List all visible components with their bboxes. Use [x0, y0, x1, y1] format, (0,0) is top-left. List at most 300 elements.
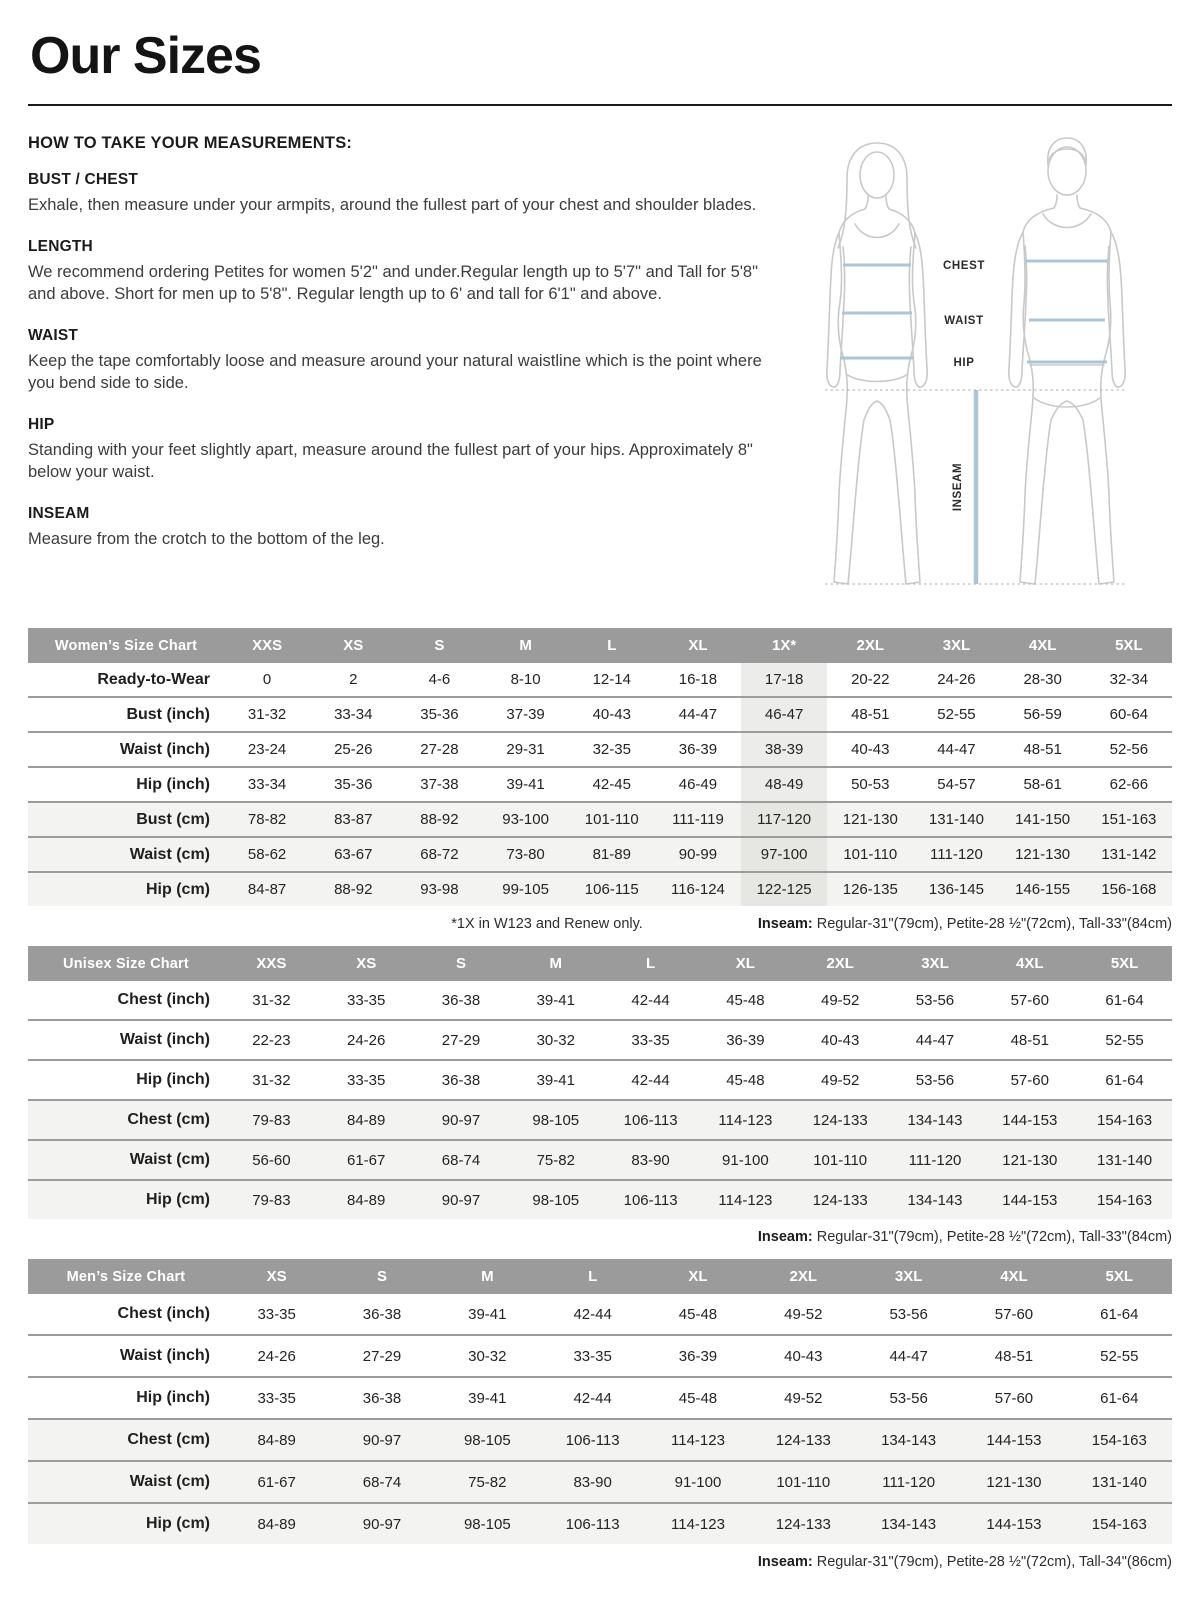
size-cell: 33-35	[257, 1305, 296, 1323]
size-cell: 52-55	[1105, 1031, 1144, 1049]
size-cell: 84-89	[347, 1111, 386, 1129]
size-cell: 79-83	[252, 1191, 291, 1209]
size-cell: 17-18	[741, 663, 827, 697]
guide-section-title: BUST / CHEST	[28, 171, 139, 188]
size-cell: 106-113	[623, 1191, 678, 1209]
table-row	[28, 1020, 1172, 1060]
size-cell: 90-97	[362, 1431, 402, 1449]
size-cell: 121-130	[1015, 846, 1071, 863]
size-cell: 131-140	[928, 811, 984, 828]
size-cell: 12-14	[592, 671, 631, 688]
size-cell: 39-41	[536, 991, 575, 1009]
guide-section-body: Standing with your feet slightly apart, measure around the fullest part of your hips. Approximately 8" below your waist.	[28, 440, 753, 481]
size-cell: 44-47	[678, 706, 718, 723]
unisex-size-chart-block	[28, 946, 1172, 1245]
size-column-header: L	[603, 946, 698, 981]
size-cell: 146-155	[1015, 881, 1071, 898]
size-cell: 68-74	[441, 1151, 481, 1169]
size-cell: 33-34	[247, 776, 287, 793]
guide-section-body: Measure from the crotch to the bottom of the leg.	[28, 529, 385, 548]
table-row	[28, 697, 1172, 732]
size-cell: 49-52	[784, 1305, 823, 1323]
size-cell: 57-60	[1010, 991, 1049, 1009]
size-cell: 75-82	[468, 1473, 507, 1491]
size-cell: 42-44	[573, 1389, 612, 1407]
size-cell: 144-153	[1002, 1191, 1058, 1209]
male-figure	[1009, 138, 1125, 584]
size-cell: 40-43	[820, 1031, 860, 1049]
size-cell: 27-28	[420, 741, 459, 758]
table-row	[28, 1180, 1172, 1219]
size-cell: 22-23	[252, 1031, 291, 1049]
size-cell: 136-145	[928, 881, 984, 898]
table-row	[28, 802, 1172, 837]
size-cell: 16-18	[678, 671, 718, 688]
size-cell: 61-64	[1105, 991, 1144, 1009]
table-row	[28, 1100, 1172, 1140]
row-label: Chest (inch)	[117, 991, 210, 1008]
size-cell: 57-60	[1010, 1071, 1049, 1089]
size-cell: 24-26	[257, 1347, 296, 1365]
size-cell: 33-35	[573, 1347, 612, 1365]
size-cell: 134-143	[881, 1515, 937, 1533]
size-cell: 101-110	[584, 811, 639, 828]
size-cell: 36-38	[362, 1389, 402, 1407]
row-label: Hip (cm)	[146, 880, 210, 898]
size-column-header: 2XL	[793, 946, 888, 981]
size-column-header: XS	[224, 1259, 329, 1294]
size-cell: 32-34	[1109, 671, 1149, 688]
inseam-footnote-label: Inseam:	[757, 916, 813, 932]
size-cell: 44-47	[937, 741, 976, 758]
size-cell: 131-140	[1097, 1151, 1153, 1169]
row-label: Waist (inch)	[119, 740, 210, 758]
title-divider	[28, 104, 1172, 106]
size-cell: 93-98	[420, 881, 459, 898]
size-cell: 83-87	[334, 811, 373, 828]
size-cell: 4-6	[428, 671, 451, 688]
size-cell: 48-51	[1023, 741, 1062, 758]
size-cell: 45-48	[678, 1305, 718, 1323]
size-cell: 111-120	[882, 1473, 936, 1491]
size-cell: 154-163	[1091, 1515, 1147, 1533]
size-cell: 46-49	[678, 776, 718, 793]
size-cell: 73-80	[506, 846, 545, 863]
guide-section-body: We recommend ordering Petites for women 5'2" and under.Regular length up to 5'7" and Tall for 5'8" and above. Short for men up to 5'8". Regular length up to 6' and tall for 6'1" and above.	[28, 262, 758, 303]
size-cell: 126-135	[842, 881, 898, 898]
row-label: Hip (inch)	[136, 775, 210, 793]
size-cell: 30-32	[536, 1031, 575, 1049]
size-cell: 27-29	[441, 1031, 481, 1049]
size-cell: 57-60	[994, 1305, 1034, 1323]
size-cell: 46-47	[741, 697, 827, 732]
size-cell: 53-56	[915, 1071, 955, 1089]
size-cell: 98-105	[463, 1431, 511, 1449]
size-cell: 42-45	[592, 776, 631, 793]
table-row	[28, 732, 1172, 767]
size-cell: 24-26	[937, 671, 976, 688]
size-cell: 114-123	[671, 1431, 725, 1449]
size-cell: 60-64	[1109, 706, 1149, 723]
guide-section-title: INSEAM	[28, 504, 90, 522]
unisex-inseam-footnote	[758, 1229, 1172, 1245]
size-cell: 44-47	[889, 1347, 928, 1365]
size-cell: 8-10	[510, 671, 541, 688]
size-cell: 57-60	[994, 1389, 1034, 1407]
size-cell: 29-31	[506, 741, 545, 758]
one-x-footnote: *1X in W123 and Renew only.	[451, 916, 643, 932]
row-label: Waist (inch)	[119, 1347, 210, 1364]
guide-section-body: Keep the tape comfortably loose and measure around your natural waistline which is the point where you bend side to side.	[28, 351, 762, 392]
guide-section-title: HIP	[28, 415, 55, 433]
size-cell: 40-43	[784, 1347, 823, 1365]
size-cell: 50-53	[851, 776, 890, 793]
size-cell: 25-26	[334, 741, 373, 758]
size-cell: 48-51	[851, 706, 890, 723]
size-cell: 93-100	[502, 811, 549, 828]
size-column-header: 4XL	[1000, 628, 1086, 663]
size-cell: 63-67	[334, 846, 373, 863]
size-cell: 101-110	[813, 1151, 868, 1169]
size-cell: 38-39	[741, 732, 827, 767]
size-cell: 83-90	[631, 1151, 670, 1169]
size-cell: 39-41	[468, 1305, 507, 1323]
size-cell: 154-163	[1097, 1111, 1153, 1129]
table-row	[28, 1503, 1172, 1544]
guide-section-length	[28, 238, 776, 306]
guide-section-hip	[28, 416, 776, 484]
size-cell: 45-48	[726, 1071, 765, 1089]
guide-section-title: WAIST	[28, 326, 79, 344]
size-cell: 88-92	[420, 811, 459, 828]
row-label: Hip (inch)	[136, 1071, 210, 1088]
size-cell: 117-120	[741, 802, 827, 837]
mens-size-chart-table	[28, 1259, 1172, 1544]
size-cell: 36-39	[678, 1347, 718, 1365]
size-cell: 31-32	[247, 706, 287, 723]
chest-label: CHEST	[943, 260, 985, 272]
size-cell: 36-39	[726, 1031, 765, 1049]
size-cell: 45-48	[678, 1389, 718, 1407]
size-cell: 114-123	[718, 1191, 773, 1209]
size-cell: 31-32	[252, 1071, 291, 1089]
guide-section-bust-chest	[28, 171, 776, 217]
body-measurement-diagram	[776, 132, 1172, 614]
size-cell: 84-89	[257, 1515, 296, 1533]
size-cell: 99-105	[502, 881, 549, 898]
size-cell: 28-30	[1023, 671, 1062, 688]
size-cell: 30-32	[468, 1347, 507, 1365]
row-label: Hip (inch)	[136, 1389, 210, 1406]
table-row	[28, 981, 1172, 1020]
size-cell: 90-99	[678, 846, 718, 863]
size-column-header: XS	[310, 628, 396, 663]
size-column-header: 1X*	[741, 628, 827, 663]
female-figure	[827, 143, 927, 584]
size-cell: 45-48	[726, 991, 765, 1009]
size-column-header: S	[396, 628, 482, 663]
size-cell: 111-120	[908, 1151, 962, 1169]
size-cell: 101-110	[843, 846, 898, 863]
guide-section-body: Exhale, then measure under your armpits, around the fullest part of your chest and shoulder blades.	[28, 196, 757, 214]
size-column-header: XS	[319, 946, 414, 981]
size-cell: 90-97	[441, 1111, 481, 1129]
size-cell: 42-44	[631, 991, 670, 1009]
size-cell: 54-57	[937, 776, 976, 793]
size-cell: 37-39	[506, 706, 545, 723]
size-cell: 144-153	[1002, 1111, 1058, 1129]
size-cell: 156-168	[1101, 881, 1157, 898]
size-column-header: L	[540, 1259, 645, 1294]
size-cell: 39-41	[536, 1071, 575, 1089]
size-cell: 53-56	[889, 1389, 928, 1407]
size-column-header: M	[508, 946, 603, 981]
table-title: Men’s Size Chart	[28, 1259, 224, 1294]
womens-table-footnotes	[28, 916, 1172, 932]
size-cell: 42-44	[573, 1305, 612, 1323]
size-cell: 48-51	[1010, 1031, 1049, 1049]
size-cell: 56-60	[252, 1151, 291, 1169]
size-column-header: 4XL	[961, 1259, 1066, 1294]
size-cell: 91-100	[722, 1151, 769, 1169]
size-cell: 134-143	[907, 1191, 963, 1209]
size-cell: 31-32	[252, 991, 291, 1009]
inseam-footnote-text: Regular-31"(79cm), Petite-28 ½"(72cm), Tall-33"(84cm)	[812, 1229, 1172, 1245]
size-cell: 124-133	[775, 1431, 831, 1449]
table-row	[28, 1461, 1172, 1503]
size-column-header: XL	[655, 628, 741, 663]
waist-label: WAIST	[944, 315, 984, 327]
size-cell: 53-56	[889, 1305, 928, 1323]
size-column-header: 5XL	[1077, 946, 1172, 981]
size-cell: 75-82	[536, 1151, 575, 1169]
size-cell: 81-89	[592, 846, 631, 863]
size-column-header: XXS	[224, 946, 319, 981]
unisex-size-chart-table	[28, 946, 1172, 1219]
size-cell: 83-90	[573, 1473, 612, 1491]
table-title: Women’s Size Chart	[28, 628, 224, 663]
size-cell: 62-66	[1109, 776, 1149, 793]
size-cell: 49-52	[820, 1071, 860, 1089]
size-cell: 33-35	[257, 1389, 296, 1407]
inseam-footnote-label: Inseam:	[757, 1554, 813, 1570]
size-cell: 114-123	[718, 1111, 773, 1129]
size-column-header: XL	[698, 946, 793, 981]
table-row	[28, 837, 1172, 872]
size-cell: 154-163	[1097, 1191, 1153, 1209]
size-cell: 0	[262, 671, 272, 688]
size-cell: 36-38	[362, 1305, 402, 1323]
size-cell: 56-59	[1023, 706, 1062, 723]
size-column-header: 3XL	[913, 628, 999, 663]
size-cell: 134-143	[907, 1111, 963, 1129]
row-label: Chest (cm)	[127, 1431, 210, 1448]
size-cell: 114-123	[671, 1515, 725, 1533]
size-cell: 121-130	[842, 811, 898, 828]
size-cell: 90-97	[362, 1515, 402, 1533]
size-column-header: M	[483, 628, 569, 663]
size-cell: 124-133	[775, 1515, 831, 1533]
mens-table-footnotes	[28, 1554, 1172, 1570]
size-cell: 49-52	[820, 991, 860, 1009]
size-cell: 61-64	[1105, 1071, 1144, 1089]
size-cell: 2	[349, 671, 358, 688]
size-cell: 33-35	[631, 1031, 670, 1049]
inseam-footnote-label: Inseam:	[757, 1229, 813, 1245]
size-cell: 68-74	[362, 1473, 402, 1491]
size-cell: 58-61	[1023, 776, 1062, 793]
size-cell: 32-35	[592, 741, 631, 758]
size-cell: 40-43	[851, 741, 890, 758]
hip-label: HIP	[953, 357, 975, 369]
size-cell: 88-92	[334, 881, 373, 898]
inseam-footnote-text: Regular-31"(79cm), Petite-28 ½"(72cm), Tall-34"(86cm)	[812, 1554, 1172, 1570]
row-label: Bust (cm)	[136, 810, 210, 828]
size-cell: 141-150	[1015, 811, 1071, 828]
mens-inseam-footnote	[758, 1554, 1172, 1570]
table-title: Unisex Size Chart	[28, 946, 224, 981]
measurement-figures-illustration	[780, 134, 1172, 614]
size-cell: 36-38	[441, 1071, 481, 1089]
size-cell: 121-130	[1002, 1151, 1058, 1169]
size-cell: 124-133	[812, 1111, 868, 1129]
table-row	[28, 1060, 1172, 1100]
unisex-table-footnotes	[28, 1229, 1172, 1245]
size-cell: 33-35	[347, 1071, 386, 1089]
size-cell: 39-41	[468, 1389, 507, 1407]
size-cell: 78-82	[247, 811, 287, 828]
inseam-label: INSEAM	[952, 462, 964, 512]
size-cell: 84-87	[247, 881, 287, 898]
size-cell: 106-113	[565, 1515, 620, 1533]
size-cell: 52-55	[1100, 1347, 1139, 1365]
size-cell: 124-133	[812, 1191, 868, 1209]
size-cell: 48-51	[994, 1347, 1034, 1365]
row-label: Chest (inch)	[117, 1305, 210, 1322]
guide-text-column	[28, 132, 776, 572]
size-cell: 40-43	[592, 706, 631, 723]
size-column-header: 5XL	[1067, 1259, 1172, 1294]
size-column-header: S	[329, 1259, 434, 1294]
size-column-header: 3XL	[856, 1259, 961, 1294]
size-cell: 24-26	[347, 1031, 386, 1049]
row-label: Hip (cm)	[146, 1191, 210, 1208]
size-cell: 84-89	[347, 1191, 386, 1209]
size-cell: 144-153	[986, 1431, 1042, 1449]
measurement-guide-section	[28, 132, 1172, 614]
size-cell: 131-142	[1101, 846, 1157, 863]
size-cell: 90-97	[441, 1191, 481, 1209]
size-cell: 53-56	[915, 991, 955, 1009]
size-cell: 106-115	[584, 881, 639, 898]
womens-inseam-footnote	[758, 916, 1172, 932]
size-column-header: XXS	[224, 628, 310, 663]
guide-section-title: LENGTH	[28, 237, 93, 255]
row-label: Ready-to-Wear	[97, 670, 210, 688]
size-cell: 121-130	[986, 1473, 1042, 1491]
size-cell: 134-143	[881, 1431, 937, 1449]
size-column-header: S	[414, 946, 509, 981]
inseam-footnote-text: Regular-31"(79cm), Petite-28 ½"(72cm), Tall-33"(84cm)	[812, 916, 1172, 932]
size-cell: 98-105	[532, 1111, 580, 1129]
page-title: Our Sizes	[30, 27, 261, 85]
size-cell: 27-29	[362, 1347, 402, 1365]
size-cell: 91-100	[674, 1473, 722, 1491]
row-label: Waist (inch)	[119, 1031, 210, 1048]
size-cell: 154-163	[1091, 1431, 1147, 1449]
size-cell: 36-39	[678, 741, 718, 758]
row-label: Waist (cm)	[129, 1473, 210, 1490]
mens-size-chart-block	[28, 1259, 1172, 1570]
table-row	[28, 1140, 1172, 1180]
size-cell: 98-105	[532, 1191, 580, 1209]
size-cell: 111-120	[930, 846, 983, 863]
size-cell: 58-62	[247, 846, 287, 863]
size-cell: 106-113	[565, 1431, 620, 1449]
table-row	[28, 1419, 1172, 1461]
size-cell: 68-72	[420, 846, 459, 863]
size-column-header: 5XL	[1086, 628, 1172, 663]
size-column-header: 3XL	[888, 946, 983, 981]
womens-size-chart-block	[28, 628, 1172, 932]
size-cell: 61-64	[1100, 1305, 1139, 1323]
size-cell: 61-67	[347, 1151, 386, 1169]
size-cell: 111-119	[672, 811, 724, 828]
size-cell: 61-67	[257, 1473, 296, 1491]
table-row	[28, 872, 1172, 906]
size-cell: 37-38	[420, 776, 459, 793]
size-cell: 35-36	[420, 706, 459, 723]
size-cell: 116-124	[670, 881, 725, 898]
size-cell: 39-41	[506, 776, 545, 793]
size-column-header: M	[435, 1259, 540, 1294]
size-cell: 33-35	[347, 991, 386, 1009]
table-row	[28, 1377, 1172, 1419]
size-column-header: 4XL	[982, 946, 1077, 981]
size-column-header: 2XL	[751, 1259, 856, 1294]
size-cell: 48-49	[741, 767, 827, 802]
size-column-header: XL	[645, 1259, 750, 1294]
size-column-header: 2XL	[827, 628, 913, 663]
guide-section-inseam	[28, 505, 776, 551]
size-cell: 144-153	[986, 1515, 1042, 1533]
size-cell: 151-163	[1101, 811, 1157, 828]
row-label: Waist (cm)	[129, 1151, 210, 1168]
womens-size-chart-table	[28, 628, 1172, 906]
size-cell: 44-47	[915, 1031, 955, 1049]
size-cell: 49-52	[784, 1389, 823, 1407]
table-row	[28, 1294, 1172, 1335]
row-label: Bust (inch)	[126, 705, 210, 723]
size-cell: 52-56	[1109, 741, 1149, 758]
table-row	[28, 1335, 1172, 1377]
guide-section-waist	[28, 327, 776, 395]
size-cell: 52-55	[937, 706, 976, 723]
size-cell: 98-105	[463, 1515, 511, 1533]
table-row	[28, 767, 1172, 802]
size-cell: 36-38	[441, 991, 481, 1009]
table-row	[28, 663, 1172, 697]
size-cell: 61-64	[1100, 1389, 1139, 1407]
size-cell: 131-140	[1091, 1473, 1147, 1491]
size-cell: 106-113	[623, 1111, 678, 1129]
size-cell: 122-125	[741, 872, 827, 906]
size-cell: 35-36	[334, 776, 373, 793]
size-cell: 101-110	[776, 1473, 831, 1491]
size-cell: 42-44	[631, 1071, 670, 1089]
row-label: Waist (cm)	[129, 845, 210, 863]
size-cell: 23-24	[247, 741, 287, 758]
